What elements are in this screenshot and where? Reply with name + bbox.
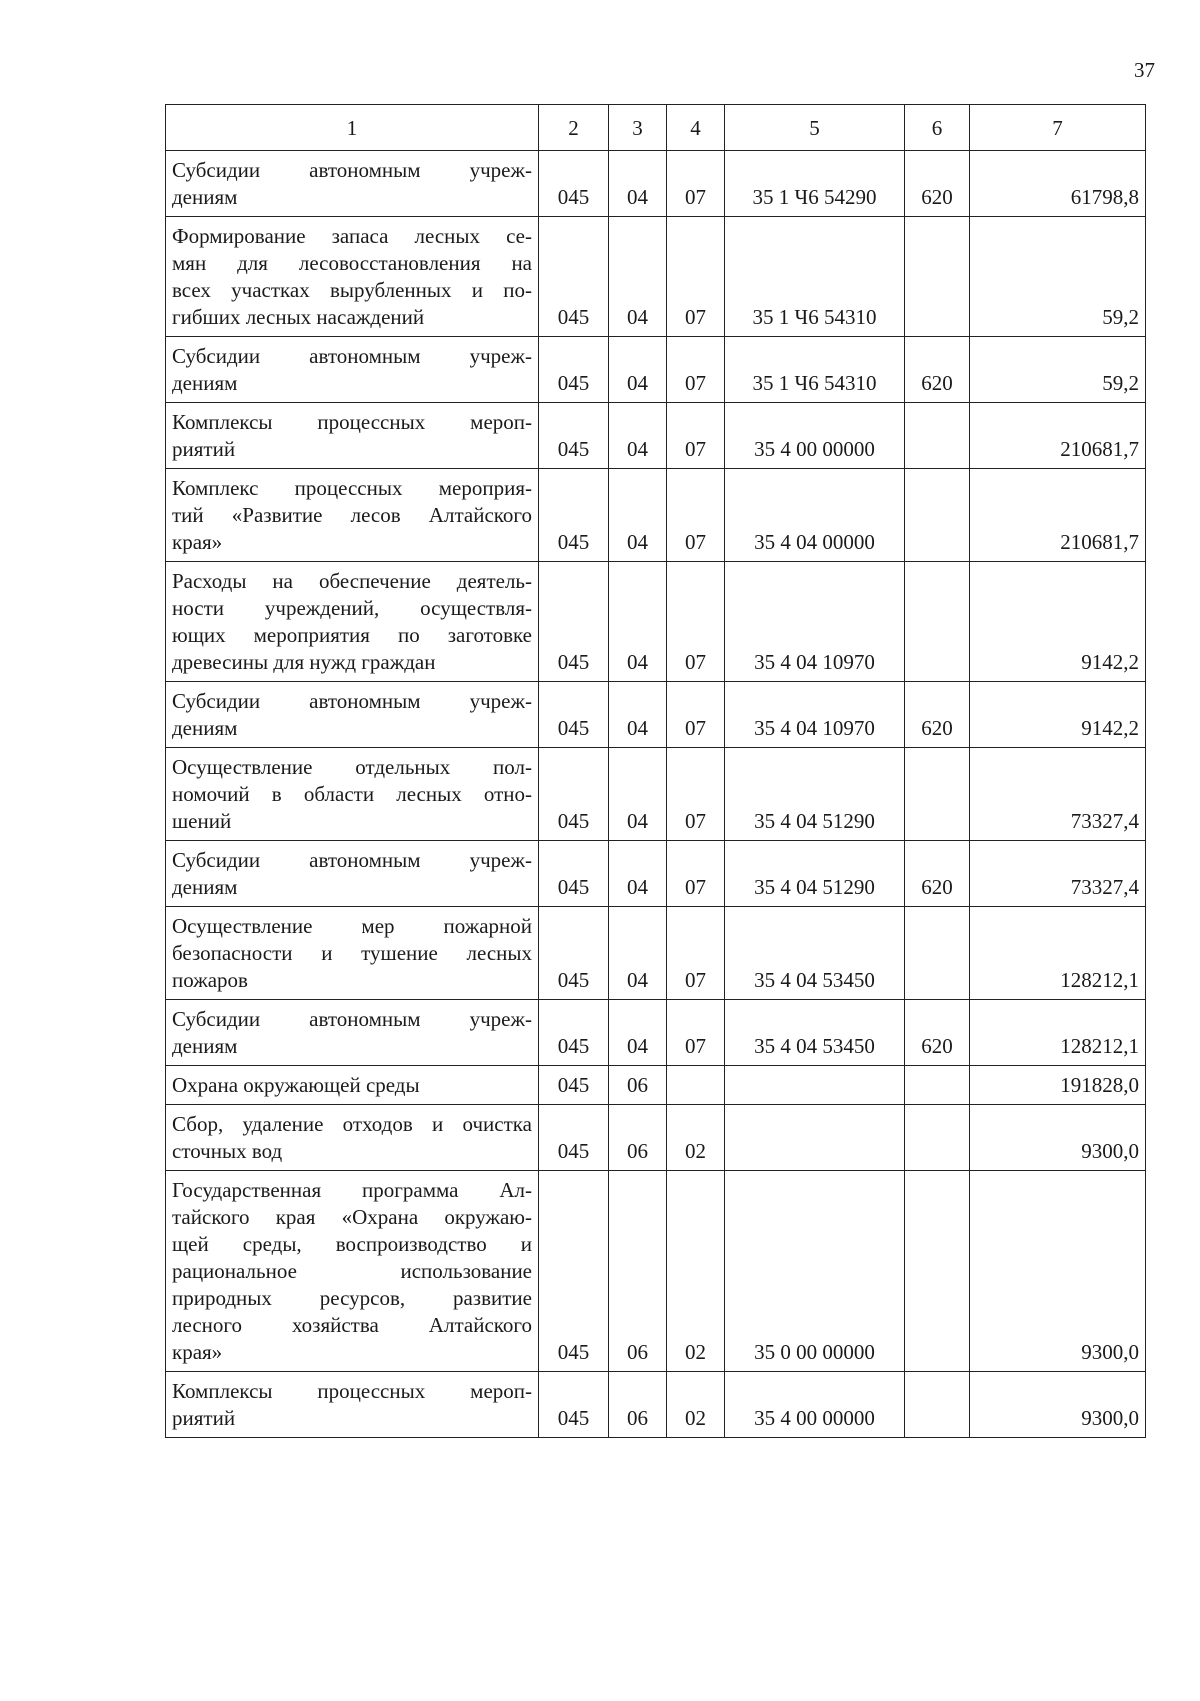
row-target-article: 35 4 04 51290: [725, 748, 905, 841]
row-expense-type: 620: [905, 682, 970, 748]
row-subsection-code: 07: [667, 907, 725, 1000]
row-subsection-code: 07: [667, 403, 725, 469]
row-expense-type: [905, 1105, 970, 1171]
row-section-code: 04: [609, 337, 667, 403]
row-section-code: 04: [609, 403, 667, 469]
row-section-code: 04: [609, 907, 667, 1000]
row-section-code: 06: [609, 1066, 667, 1105]
row-name: Осуществление мер пожарной безопасности и тушение лесных пожаров: [166, 907, 539, 1000]
row-admin-code: 045: [539, 217, 609, 337]
row-name: Субсидии автономным учреж- дениям: [166, 151, 539, 217]
row-expense-type: [905, 403, 970, 469]
header-col-4: 4: [667, 105, 725, 151]
row-section-code: 06: [609, 1171, 667, 1372]
row-amount: 128212,1: [970, 1000, 1146, 1066]
row-admin-code: 045: [539, 469, 609, 562]
row-name: Комплекс процессных мероприя- тий «Развитие лесов Алтайского края»: [166, 469, 539, 562]
row-admin-code: 045: [539, 748, 609, 841]
row-subsection-code: 07: [667, 1000, 725, 1066]
row-expense-type: 620: [905, 841, 970, 907]
row-expense-type: [905, 1171, 970, 1372]
row-section-code: 04: [609, 1000, 667, 1066]
row-subsection-code: 07: [667, 337, 725, 403]
row-subsection-code: 07: [667, 841, 725, 907]
row-target-article: 35 1 Ч6 54290: [725, 151, 905, 217]
row-target-article: 35 1 Ч6 54310: [725, 217, 905, 337]
header-col-5: 5: [725, 105, 905, 151]
row-amount: 210681,7: [970, 469, 1146, 562]
row-name: Формирование запаса лесных се- мян для лесовосстановления на всех участках вырубленных и по- гибших лесных насаждений: [166, 217, 539, 337]
header-col-7: 7: [970, 105, 1146, 151]
row-target-article: 35 4 00 00000: [725, 403, 905, 469]
row-target-article: 35 4 04 53450: [725, 1000, 905, 1066]
row-amount: 59,2: [970, 337, 1146, 403]
row-section-code: 04: [609, 562, 667, 682]
row-target-article: [725, 1105, 905, 1171]
row-amount: 9142,2: [970, 562, 1146, 682]
table-row: [166, 1000, 1146, 1066]
row-section-code: 04: [609, 469, 667, 562]
row-target-article: 35 4 04 10970: [725, 562, 905, 682]
header-col-2: 2: [539, 105, 609, 151]
row-target-article: 35 4 04 53450: [725, 907, 905, 1000]
row-amount: 9142,2: [970, 682, 1146, 748]
row-amount: 210681,7: [970, 403, 1146, 469]
row-name: Охрана окружающей среды: [166, 1066, 539, 1105]
row-expense-type: [905, 1066, 970, 1105]
row-amount: 191828,0: [970, 1066, 1146, 1105]
row-admin-code: 045: [539, 907, 609, 1000]
row-section-code: 04: [609, 748, 667, 841]
row-expense-type: 620: [905, 151, 970, 217]
row-name: Государственная программа Ал- тайского края «Охрана окружаю- щей среды, воспроизводство и рациональное использование природных ресурсов, развитие лесного хозяйства Алтайского края»: [166, 1171, 539, 1372]
row-expense-type: [905, 562, 970, 682]
row-target-article: 35 0 00 00000: [725, 1171, 905, 1372]
row-expense-type: 620: [905, 1000, 970, 1066]
row-target-article: 35 4 04 51290: [725, 841, 905, 907]
row-subsection-code: 07: [667, 682, 725, 748]
row-section-code: 04: [609, 151, 667, 217]
table-row: [166, 1066, 1146, 1105]
row-amount: 9300,0: [970, 1372, 1146, 1438]
row-admin-code: 045: [539, 1171, 609, 1372]
row-subsection-code: 02: [667, 1372, 725, 1438]
header-row: [166, 105, 1146, 151]
table-row: [166, 217, 1146, 337]
row-expense-type: [905, 469, 970, 562]
row-subsection-code: [667, 1066, 725, 1105]
row-target-article: 35 4 04 00000: [725, 469, 905, 562]
row-admin-code: 045: [539, 841, 609, 907]
table-row: [166, 403, 1146, 469]
budget-table: [165, 104, 1146, 1438]
row-name: Субсидии автономным учреж- дениям: [166, 682, 539, 748]
header-col-1: 1: [166, 105, 539, 151]
row-name: Комплексы процессных мероп- риятий: [166, 403, 539, 469]
row-expense-type: [905, 907, 970, 1000]
row-expense-type: 620: [905, 337, 970, 403]
table-row: [166, 1372, 1146, 1438]
row-amount: 128212,1: [970, 907, 1146, 1000]
table-row: [166, 748, 1146, 841]
row-subsection-code: 07: [667, 217, 725, 337]
row-subsection-code: 02: [667, 1171, 725, 1372]
row-section-code: 04: [609, 682, 667, 748]
table-row: [166, 337, 1146, 403]
row-admin-code: 045: [539, 1066, 609, 1105]
table-row: [166, 682, 1146, 748]
row-expense-type: [905, 748, 970, 841]
row-name: Субсидии автономным учреж- дениям: [166, 841, 539, 907]
row-name: Сбор, удаление отходов и очистка сточных вод: [166, 1105, 539, 1171]
row-admin-code: 045: [539, 151, 609, 217]
row-name: Расходы на обеспечение деятель- ности учреждений, осуществля- ющих мероприятия по заготовке древесины для нужд граждан: [166, 562, 539, 682]
row-expense-type: [905, 217, 970, 337]
header-col-3: 3: [609, 105, 667, 151]
row-target-article: 35 4 04 10970: [725, 682, 905, 748]
row-subsection-code: 07: [667, 562, 725, 682]
row-target-article: 35 4 00 00000: [725, 1372, 905, 1438]
row-admin-code: 045: [539, 1372, 609, 1438]
row-admin-code: 045: [539, 562, 609, 682]
table-row: [166, 841, 1146, 907]
table-row: [166, 562, 1146, 682]
row-section-code: 06: [609, 1372, 667, 1438]
header-col-6: 6: [905, 105, 970, 151]
row-amount: 73327,4: [970, 748, 1146, 841]
row-amount: 59,2: [970, 217, 1146, 337]
row-subsection-code: 07: [667, 748, 725, 841]
row-admin-code: 045: [539, 1000, 609, 1066]
row-name: Осуществление отдельных пол- номочий в области лесных отно- шений: [166, 748, 539, 841]
table-row: [166, 469, 1146, 562]
row-section-code: 04: [609, 841, 667, 907]
row-amount: 9300,0: [970, 1171, 1146, 1372]
row-admin-code: 045: [539, 337, 609, 403]
table-body: [166, 151, 1146, 1438]
row-target-article: 35 1 Ч6 54310: [725, 337, 905, 403]
row-admin-code: 045: [539, 403, 609, 469]
row-name: Комплексы процессных мероп- риятий: [166, 1372, 539, 1438]
table-row: [166, 151, 1146, 217]
row-amount: 9300,0: [970, 1105, 1146, 1171]
table-row: [166, 1171, 1146, 1372]
row-amount: 61798,8: [970, 151, 1146, 217]
row-amount: 73327,4: [970, 841, 1146, 907]
row-target-article: [725, 1066, 905, 1105]
row-subsection-code: 02: [667, 1105, 725, 1171]
row-expense-type: [905, 1372, 970, 1438]
row-subsection-code: 07: [667, 151, 725, 217]
row-admin-code: 045: [539, 682, 609, 748]
row-section-code: 04: [609, 217, 667, 337]
row-name: Субсидии автономным учреж- дениям: [166, 1000, 539, 1066]
row-name: Субсидии автономным учреж- дениям: [166, 337, 539, 403]
table-row: [166, 907, 1146, 1000]
row-subsection-code: 07: [667, 469, 725, 562]
row-section-code: 06: [609, 1105, 667, 1171]
table-row: [166, 1105, 1146, 1171]
row-admin-code: 045: [539, 1105, 609, 1171]
page-number: 37: [1134, 58, 1155, 82]
